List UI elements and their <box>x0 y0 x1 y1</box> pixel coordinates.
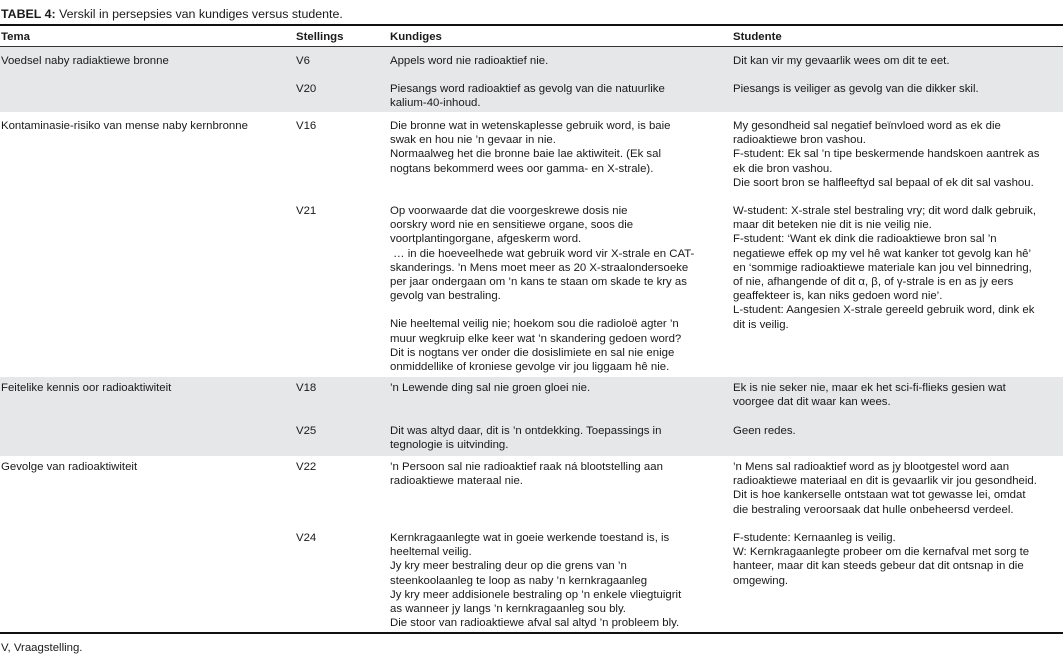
text-line: Nie heeltemal veilig nie; hoekom sou die radioloë agter ’n <box>390 318 679 331</box>
text-line: radioaktiewe materiaal en dit is gevaarlik vir jou gesondheid. <box>733 475 1037 488</box>
header-tema: Tema <box>1 31 30 43</box>
text-line: Dit was altyd daar, dit is ’n ontdekking. Toepassings in <box>390 425 662 437</box>
text-line: Piesangs word radioaktief as gevolg van die natuurlike <box>390 83 665 95</box>
text-line: Jy kry meer bestraling deur op die grens van ’n <box>390 560 627 573</box>
stelling-cell: V24 <box>296 532 317 544</box>
text-line: … in die hoeveelhede wat gebruik word vir X-strale en CAT- <box>390 247 695 260</box>
table-label: TABEL 4: <box>1 7 56 21</box>
text-line: Geen redes. <box>733 425 796 437</box>
text-line: W: Kernkragaanlegte probeer om die kernafval met sorg te <box>733 546 1030 559</box>
text-line: Kernkragaanlegte wat in goeie werkende toestand is, is <box>390 532 670 544</box>
text-line: onmiddellike of kroniese gevolge vir jou liggaam hê nie. <box>390 361 670 374</box>
text-line: die bestraling veroorsaak dat hulle onbeheersd verdeel. <box>733 503 1014 516</box>
text-line: radioaktiewe materaal nie. <box>390 475 523 488</box>
text-line: voorgee dat dit waar kan wees. <box>733 396 891 409</box>
table-group-gevolge <box>0 456 1063 632</box>
studente-cell <box>733 460 1063 517</box>
table-caption <box>1 6 343 22</box>
header-studente: Studente <box>733 31 782 43</box>
text-line: L-student: Aangesien X-strale gereeld gebruik word, dink ek <box>733 304 1035 317</box>
text-line: tegnologie is uitvinding. <box>390 439 509 452</box>
studente-cell <box>733 381 1063 409</box>
studente-cell <box>733 119 1063 190</box>
text-line: gevolg van bestraling. <box>390 290 501 303</box>
studente-cell <box>733 424 1063 438</box>
stelling-cell: V25 <box>296 425 317 437</box>
kundiges-cell <box>390 82 720 110</box>
table-group-voedsel <box>0 47 1063 112</box>
text-line: My gesondheid sal negatief beïnvloed word as ek die <box>733 120 1001 132</box>
table-group-feitelike-kennis <box>0 377 1063 456</box>
text-line: F-student: ‘Want ek dink die radioaktiewe bron sal ’n <box>733 233 997 246</box>
text-line: Piesangs is veiliger as gevolg van die dikker skil. <box>733 83 979 95</box>
text-line: Dit kan vir my gevaarlik wees om dit te eet. <box>733 55 950 67</box>
text-line: swak en hou nie ’n gevaar in nie. <box>390 134 556 147</box>
text-line: en ‘sommige radioaktiewe materiale kan jou vel binnedring, <box>733 261 1032 274</box>
text-line: omgewing. <box>733 574 789 587</box>
table-footnote: V, Vraagstelling. <box>1 642 83 654</box>
kundiges-cell <box>390 54 720 68</box>
text-line: ’n Mens sal radioaktief word as jy blootgestel word aan <box>733 461 1010 473</box>
text-line: geaffekteer is, kan niks gedoen word nie’. <box>733 290 943 303</box>
text-line: Die stoor van radioaktiewe afval sal altyd ’n probleem bly. <box>390 617 680 630</box>
text-line: kalium-40-inhoud. <box>390 97 481 110</box>
tema-cell: Kontaminasie-risiko van mense naby kernbronne <box>1 120 248 132</box>
tema-cell: Feitelike kennis oor radioaktiwiteit <box>1 382 172 394</box>
text-line: hanteer, maar dit kan steeds gebeur dat dit ontsnap in die <box>733 560 1024 573</box>
paragraph-gap <box>390 303 720 317</box>
text-line: Appels word nie radioaktief nie. <box>390 55 549 67</box>
header-stellings: Stellings <box>296 31 344 43</box>
stelling-cell: V22 <box>296 461 317 473</box>
text-line: as wanneer jy langs ’n kernkragaanleg sou bly. <box>390 603 626 616</box>
kundiges-cell <box>390 531 720 630</box>
text-line: of nie, afhangende of dit α, β, of γ-strale is en as jy eers <box>733 276 1014 289</box>
text-line: negatiewe effek op my vel hê wat kanker tot gevolg kan hê’ <box>733 247 1032 260</box>
kundiges-cell <box>390 381 720 395</box>
text-line: nogtans bekommerd wees oor gamma- en X-strale). <box>390 162 654 175</box>
kundiges-cell <box>390 204 720 374</box>
text-line: steenkoolaanleg te loop as naby ’n kernkragaanleg <box>390 574 648 587</box>
text-line: skanderings. ’n Mens moet meer as 20 X-straalondersoeke <box>390 261 689 274</box>
stelling-cell: V16 <box>296 120 317 132</box>
bottom-rule <box>0 632 1063 634</box>
text-line: F-studente: Kernaanleg is veilig. <box>733 532 896 544</box>
text-line: dit is veilig. <box>733 318 789 331</box>
text-line: Die bronne wat in wetenskaplesse gebruik word, is baie <box>390 120 671 132</box>
table-title: Verskil in persepsies van kundiges versus studente. <box>55 7 343 21</box>
text-line: Normaalweg het die bronne baie lae aktiwiteit. (Ek sal <box>390 148 661 161</box>
studente-cell <box>733 531 1063 588</box>
stelling-cell: V6 <box>296 55 310 67</box>
text-line: Ek is nie seker nie, maar ek het sci-fi-flieks gesien wat <box>733 382 1006 394</box>
tema-cell: Gevolge van radioaktiwiteit <box>1 461 138 473</box>
text-line: radioaktiewe bron vashou. <box>733 134 866 147</box>
studente-cell <box>733 54 1063 68</box>
kundiges-cell <box>390 460 720 488</box>
text-line: F-student: Ek sal ’n tipe beskermende handskoen aantrek as <box>733 148 1040 161</box>
table-group-kontaminasie <box>0 112 1063 377</box>
tema-cell: Voedsel naby radiaktiewe bronne <box>1 55 169 67</box>
text-line: Dit is hoe kankerselle ontstaan wat tot gewasse lei, omdat <box>733 489 1026 502</box>
text-line: voortplantingorgane, afgeskerm word. <box>390 233 582 246</box>
table-header <box>0 26 1063 46</box>
text-line: ek die bron vashou. <box>733 162 833 175</box>
text-line: Dit is nogtans ver onder die dosislimiete en sal nie enige <box>390 346 675 359</box>
text-line: W-student: X-strale stel bestraling vry; dit word dalk gebruik, <box>733 205 1037 217</box>
stelling-cell: V21 <box>296 205 317 217</box>
text-line: per jaar ondergaan om ’n kans te staan om skade te kry as <box>390 276 687 289</box>
text-line: maar dit beteken nie dit is nie veilig nie. <box>733 219 932 232</box>
text-line: oorskry word nie en sensitiewe organe, soos die <box>390 219 634 232</box>
text-line: Jy kry meer addisionele bestraling op ’n enkele vliegtuigrit <box>390 588 682 601</box>
text-line: ’n Persoon sal nie radioaktief raak ná blootstelling aan <box>390 461 663 473</box>
studente-cell <box>733 82 1063 96</box>
text-line: heeltemal veilig. <box>390 546 472 559</box>
text-line: Op voorwaarde dat die voorgeskrewe dosis nie <box>390 205 628 217</box>
stelling-cell: V20 <box>296 83 317 95</box>
kundiges-cell <box>390 424 720 452</box>
text-line: muur wegkruip elke keer wat ’n skandering gedoen word? <box>390 332 682 345</box>
text-line: ’n Lewende ding sal nie groen gloei nie. <box>390 382 591 394</box>
studente-cell <box>733 204 1063 332</box>
stelling-cell: V18 <box>296 382 317 394</box>
kundiges-cell <box>390 119 720 176</box>
text-line: Die soort bron se halfleeftyd sal bepaal of ek dit sal vashou. <box>733 176 1034 189</box>
header-kundiges: Kundiges <box>390 31 442 43</box>
